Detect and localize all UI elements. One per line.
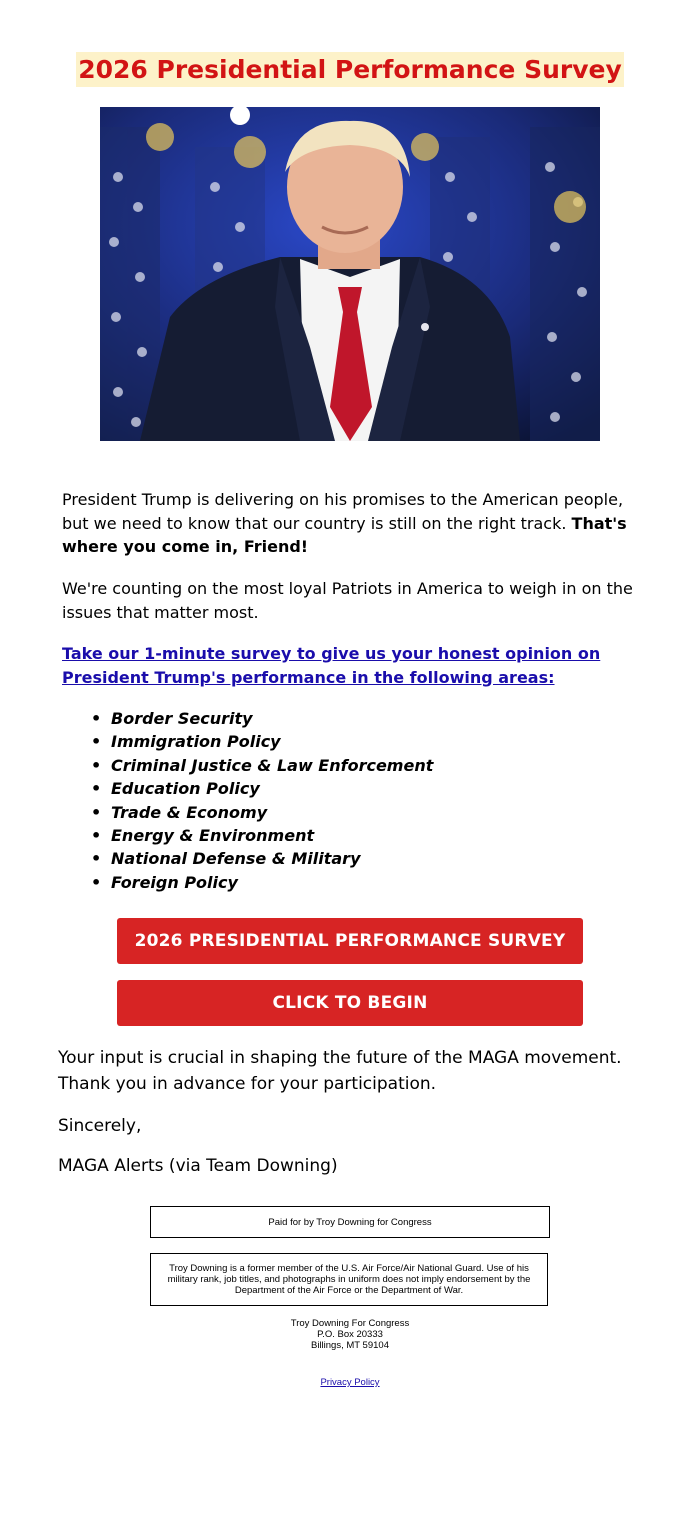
survey-lead [62,642,642,689]
address-name: Troy Downing For Congress [290,1318,410,1329]
header [0,52,700,87]
hero-photo-illustration [100,107,600,441]
list-item: • Border Security [111,707,631,730]
intro-paragraph-1 [62,488,642,559]
survey-link[interactable]: Take our 1-minute survey to give us your honest opinion on President Trump's performance in the following areas: [62,644,601,687]
intro-text: President Trump is delivering on his promises to the American people, but we need to know that our country is still on the right track. [62,490,624,533]
disclaimer-text: Troy Downing is a former member of the U.S. Air Force/Air National Guard. Use of his military rank, job titles, and photographs in uniform does not imply endorsement by the Department of the Air Force or the Department of War. [167,1263,531,1296]
topic-list [62,707,631,894]
list-item: • Education Policy [111,777,631,800]
list-item: • Energy & Environment [111,824,631,847]
signoff: Sincerely, [58,1116,142,1136]
page-title: 2026 Presidential Performance Survey [76,52,624,87]
disclaimer-box [150,1253,548,1306]
hero-photo [100,107,600,441]
list-item: • Criminal Justice & Law Enforcement [111,754,631,777]
paid-for-box [150,1206,550,1238]
privacy-footer [0,1377,700,1388]
privacy-policy-link[interactable]: Privacy Policy [320,1377,380,1388]
list-item: • Immigration Policy [111,730,631,753]
intro-paragraph-2: We're counting on the most loyal Patriots in America to weigh in on the issues that matter most. [62,579,633,622]
survey-button[interactable]: 2026 PRESIDENTIAL PERFORMANCE SURVEY [117,918,583,964]
list-item: • Trade & Economy [111,801,631,824]
mailing-address [0,1318,700,1351]
address-city: Billings, MT 59104 [311,1340,389,1351]
closing-paragraph: Your input is crucial in shaping the future of the MAGA movement. Thank you in advance for your participation. [58,1048,622,1094]
signature: MAGA Alerts (via Team Downing) [58,1156,338,1176]
list-item: • National Defense & Military [111,847,631,870]
address-box: P.O. Box 20333 [317,1329,383,1340]
intro-bold: That's where you come in, Friend! [62,513,627,556]
paid-for-text: Paid for by Troy Downing for Congress [268,1216,432,1228]
list-item: • Foreign Policy [111,871,631,894]
begin-button[interactable]: CLICK TO BEGIN [117,980,583,1026]
